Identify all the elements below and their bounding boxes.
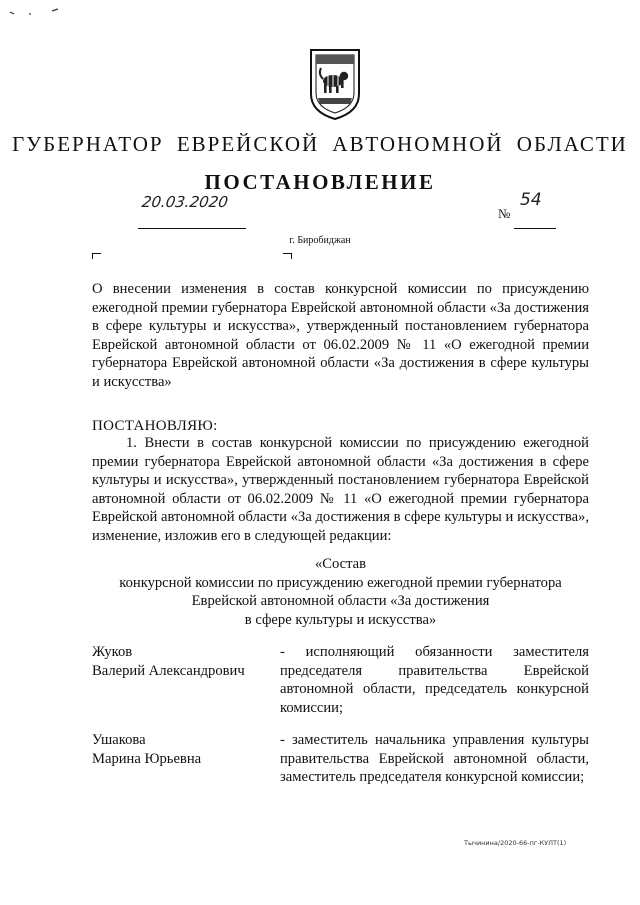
date-line — [138, 212, 246, 229]
member-given-names: Валерий Александрович — [92, 662, 245, 679]
document-type: ПОСТАНОВЛЕНИЕ — [204, 170, 436, 194]
decree-word: ПОСТАНОВЛЯЮ: — [92, 418, 218, 434]
member-name — [92, 731, 272, 768]
number-label: № — [498, 206, 511, 221]
document-subject: О внесении изменения в состав конкурсной комиссии по присуждению ежегодной премии губернатора Еврейской автономной области «За достижения в сфере культуры и искусства», утвержденный постановлением губернатора Еврейской автономной области от 06.02.2009 № 11 «О ежегодной премии губернатора Еврейской автономной области «За достижения в сфере культуры и искусства» — [92, 281, 589, 390]
governor-title: ГУБЕРНАТОР ЕВРЕЙСКОЙ АВТОНОМНОЙ ОБЛАСТИ — [12, 132, 628, 156]
composition-title-line: в сфере культуры и искусства» — [244, 611, 437, 628]
title-bracket-left — [92, 253, 101, 259]
member-role: - заместитель начальника управления культуры правительства Еврейской автономной области, заместитель председателя конкурсной комиссии; — [280, 732, 589, 786]
city: г. Биробиджан — [289, 235, 351, 246]
decree-item-1: 1. Внести в состав конкурсной комиссии по присуждению ежегодной премии губернатора Еврейской автономной области «За достижения в сфере культуры и искусства», утвержденный постановлением губернатора Еврейской автономной области от 06.02.2009 № 11 «О ежегодной премии губернатора Еврейской автономной области «За достижения в сфере культуры и искусства», изменение, изложив его в следующей редакции: — [92, 435, 589, 544]
number-line — [514, 212, 556, 229]
member-surname: Ушакова — [92, 732, 146, 748]
member-name — [92, 643, 272, 680]
member-surname: Жуков — [92, 644, 133, 660]
composition-title — [92, 555, 589, 629]
tiger-coat-of-arms-icon — [306, 46, 364, 122]
scan-marks — [8, 8, 68, 18]
composition-title-line: Еврейской автономной области «За достижения — [191, 593, 490, 610]
title-bracket-right — [283, 253, 292, 259]
document-date: 20.03.2020 — [140, 193, 230, 211]
document-number: 54 — [520, 190, 542, 210]
composition-title-line: конкурсной комиссии по присуждению ежегодной премии губернатора — [119, 574, 562, 591]
member-given-names: Марина Юрьевна — [92, 750, 202, 767]
member-role: - исполняющий обязанности заместителя председателя правительства Еврейской автономной области, председатель конкурсной комиссии; — [280, 644, 589, 716]
footer-code: Тычинина/2020-66-пг-КУЛТ(1) — [464, 839, 567, 847]
composition-title-line: «Состав — [314, 556, 367, 572]
